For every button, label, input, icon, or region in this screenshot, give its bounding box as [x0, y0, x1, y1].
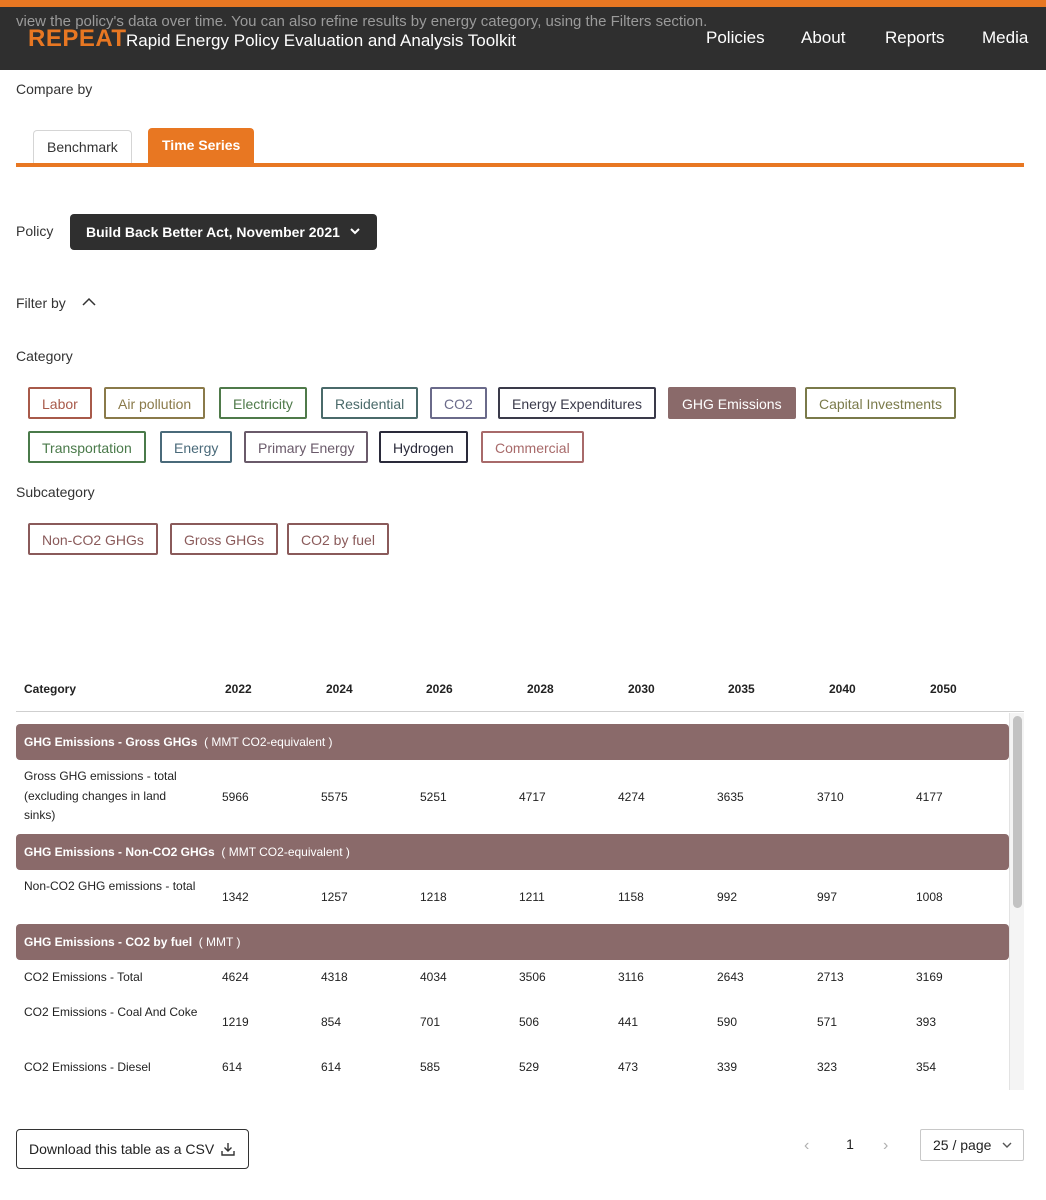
group-title: GHG Emissions - CO2 by fuel: [24, 935, 193, 949]
cell: 441: [618, 1015, 639, 1029]
cell: 3506: [519, 970, 546, 984]
cell: 3635: [717, 790, 744, 804]
table-body[interactable]: [16, 713, 1024, 1090]
category-label: Category: [16, 348, 73, 364]
intro-text: view the policy's data over time. You can also refine results by energy category, using the Filters section.: [16, 13, 708, 30]
row-label: Gross GHG emissions - total (excluding changes in land sinks): [24, 769, 177, 822]
filter-by-label: Filter by: [16, 295, 66, 311]
chevron-up-icon[interactable]: [80, 293, 98, 311]
policy-select[interactable]: [70, 214, 377, 250]
app-title: Rapid Energy Policy Evaluation and Analysis Toolkit: [126, 31, 516, 50]
cell: 4034: [420, 970, 447, 984]
column-header-category: Category: [24, 682, 77, 696]
category-chip-commercial[interactable]: Commercial: [481, 431, 584, 463]
cell: 2643: [717, 970, 744, 984]
category-chip-labor[interactable]: Labor: [28, 387, 92, 419]
table-header: [16, 670, 1024, 712]
compare-by-label: Compare by: [16, 81, 93, 97]
cell: 473: [618, 1060, 639, 1074]
tab-time-series[interactable]: Time Series: [148, 128, 254, 163]
cell: 5251: [420, 790, 447, 804]
cell: 4624: [222, 970, 249, 984]
row-label: CO2 Emissions - Coal And Coke: [24, 1005, 198, 1019]
cell: 571: [817, 1015, 838, 1029]
group-row: [16, 924, 1009, 960]
top-header: [0, 0, 1046, 70]
policy-label: Policy: [16, 223, 54, 239]
cell: 614: [321, 1060, 342, 1074]
cell: 1257: [321, 890, 348, 904]
cell: 997: [817, 890, 838, 904]
group-unit: ( MMT CO2-equivalent ): [204, 735, 333, 749]
compare-tabs: [16, 128, 1024, 167]
row-label: Non-CO2 GHG emissions - total: [24, 879, 196, 893]
logo[interactable]: REPEAT: [28, 25, 127, 52]
cell: 992: [717, 890, 738, 904]
cell: 323: [817, 1060, 838, 1074]
cell: 506: [519, 1015, 540, 1029]
scrollbar-thumb[interactable]: [1013, 716, 1022, 908]
subcategory-chip-gross-ghgs[interactable]: Gross GHGs: [170, 523, 278, 555]
column-header-2028: 2028: [527, 682, 554, 696]
category-chip-air-pollution[interactable]: Air pollution: [104, 387, 205, 419]
column-header-2026: 2026: [426, 682, 453, 696]
download-csv-button[interactable]: [16, 1129, 249, 1169]
cell: 585: [420, 1060, 441, 1074]
cell: 5966: [222, 790, 249, 804]
column-header-2022: 2022: [225, 682, 252, 696]
cell: 1008: [916, 890, 943, 904]
row-label: CO2 Emissions - Total: [24, 970, 143, 984]
column-header-2030: 2030: [628, 682, 655, 696]
cell: 1218: [420, 890, 447, 904]
category-chip-capital-investments[interactable]: Capital Investments: [805, 387, 956, 419]
group-unit: ( MMT ): [198, 935, 241, 949]
cell: 614: [222, 1060, 243, 1074]
pagination-next-icon[interactable]: ›: [883, 1137, 889, 1154]
row-label: CO2 Emissions - Diesel: [24, 1060, 151, 1074]
cell: 1342: [222, 890, 249, 904]
cell: 854: [321, 1015, 342, 1029]
cell: 1219: [222, 1015, 249, 1029]
cell: 4177: [916, 790, 943, 804]
column-header-2040: 2040: [829, 682, 856, 696]
cell: 393: [916, 1015, 937, 1029]
category-chip-primary-energy[interactable]: Primary Energy: [244, 431, 368, 463]
group-title: GHG Emissions - Gross GHGs: [24, 735, 198, 749]
pagination-prev-icon[interactable]: ‹: [804, 1137, 810, 1154]
category-chip-ghg-emissions[interactable]: GHG Emissions: [668, 387, 796, 419]
page-size-select[interactable]: [920, 1129, 1024, 1161]
cell: 590: [717, 1015, 738, 1029]
cell: 1158: [618, 890, 644, 904]
column-header-2050: 2050: [930, 682, 957, 696]
table-row: [16, 1058, 1009, 1082]
cell: 354: [916, 1060, 937, 1074]
category-chip-hydrogen[interactable]: Hydrogen: [379, 431, 468, 463]
page-size-value: 25 / page: [933, 1137, 992, 1153]
table-row: [16, 968, 1009, 992]
table-scrollbar[interactable]: [1009, 713, 1024, 1090]
group-title: GHG Emissions - Non-CO2 GHGs: [24, 845, 215, 859]
category-chip-transportation[interactable]: Transportation: [28, 431, 146, 463]
subcategory-label: Subcategory: [16, 484, 95, 500]
cell: 4717: [519, 790, 546, 804]
nav-about[interactable]: About: [801, 28, 846, 47]
cell: 529: [519, 1060, 540, 1074]
category-chip-energy[interactable]: Energy: [160, 431, 232, 463]
cell: 5575: [321, 790, 348, 804]
group-row: [16, 724, 1009, 760]
nav-media[interactable]: Media: [982, 28, 1029, 47]
cell: 339: [717, 1060, 738, 1074]
category-chip-residential[interactable]: Residential: [321, 387, 418, 419]
cell: 1211: [519, 890, 545, 904]
download-csv-label: Download this table as a CSV: [29, 1141, 215, 1157]
nav-policies[interactable]: Policies: [706, 28, 765, 47]
group-unit: ( MMT CO2-equivalent ): [221, 845, 350, 859]
column-header-2035: 2035: [728, 682, 755, 696]
nav-reports[interactable]: Reports: [885, 28, 945, 47]
download-icon: [220, 1141, 236, 1157]
tab-benchmark[interactable]: Benchmark: [33, 130, 132, 163]
table-row: [16, 1003, 1009, 1045]
chevron-down-icon: [1001, 1131, 1013, 1171]
chevron-down-icon: [349, 214, 361, 264]
category-chip-electricity[interactable]: Electricity: [219, 387, 307, 419]
cell: 3116: [618, 970, 644, 984]
subcategory-chip-co2-by-fuel[interactable]: CO2 by fuel: [287, 523, 389, 555]
cell: 4318: [321, 970, 348, 984]
subcategory-chip-non-co2-ghgs[interactable]: Non-CO2 GHGs: [28, 523, 158, 555]
policy-selected-value: Build Back Better Act, November 2021: [86, 224, 340, 240]
table-row: [16, 766, 1009, 826]
cell: 4274: [618, 790, 645, 804]
column-header-2024: 2024: [326, 682, 353, 696]
cell: 2713: [817, 970, 844, 984]
cell: 3710: [817, 790, 844, 804]
category-chip-energy-expenditures[interactable]: Energy Expenditures: [498, 387, 656, 419]
table-row: [16, 876, 1009, 918]
cell: 3169: [916, 970, 943, 984]
category-chip-co2[interactable]: CO2: [430, 387, 487, 419]
cell: 701: [420, 1015, 441, 1029]
pagination-page[interactable]: 1: [846, 1136, 854, 1152]
group-row: [16, 834, 1009, 870]
